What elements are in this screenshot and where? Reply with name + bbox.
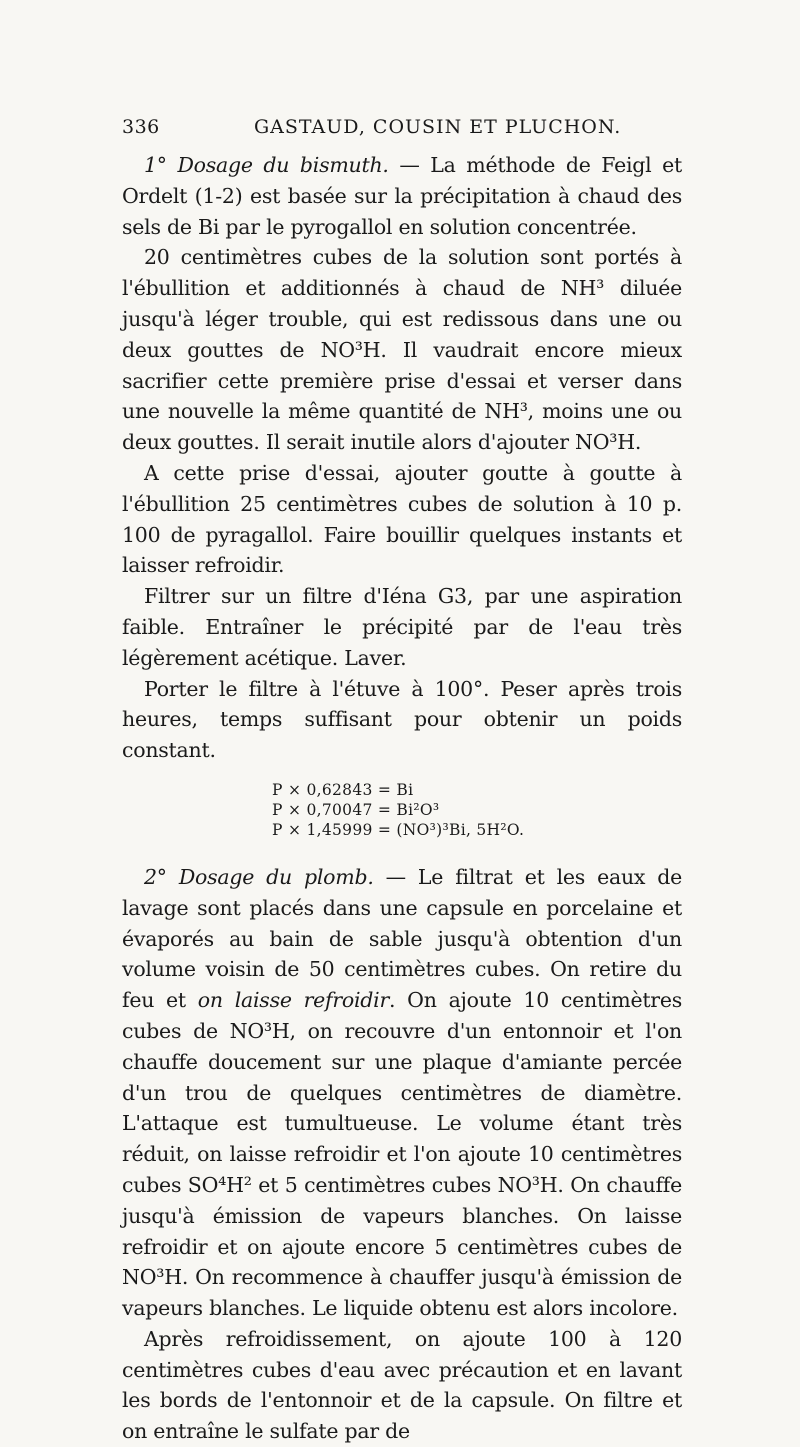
paragraph-text: — Le filtrat et les eaux de lavage sont placés dans une capsule en porcelaine et évaporés au bain de sable jusqu'à obtention d'un volume voisin de 50 centimètres cubes. On retire du feu et: [122, 864, 682, 1013]
formula-line: P × 0,62843 = Bi: [272, 780, 414, 799]
paragraph: 20 centimètres cubes de la solution sont portés à l'ébullition et additionnés à chaud de NH³ diluée jusqu'à léger trouble, qui est redissous dans une ou deux gouttes de NO³H. Il vaudrait encore mieux sacrifier cette première prise d'essai et verser dans une nouvelle la même quantité de NH³, moins une ou deux gouttes. Il serait inutile alors d'ajouter NO³H.: [122, 245, 682, 455]
paragraph-text: . On ajoute 10 centimètres cubes de NO³H, on recouvre d'un entonnoir et l'on chauffe doucement sur une plaque d'amiante percée d'un trou de quelques centimètres de diamètre. L'attaque est tumultueuse. Le volume étant très réduit, on laisse refroidir et l'on ajoute 10 centimètres cubes SO⁴H² et 5 centimètres cubes NO³H. On chauffe jusqu'à émission de vapeurs blanches. On laisse refroidir et on ajoute encore 5 centimètres cubes de NO³H. On recommence à chauffer jusqu'à émission de vapeurs blanches. Le liquide obtenu est alors incolore.: [122, 988, 683, 1321]
section-heading-bismuth: 1° Dosage du bismuth.: [144, 153, 389, 177]
paragraph: Porter le filtre à l'étuve à 100°. Peser après trois heures, temps suffisant pour obtenir un poids constant.: [122, 676, 682, 763]
formula-block: [272, 780, 682, 840]
emphasis-text: on laisse refroidir: [197, 988, 390, 1013]
paragraph: [122, 150, 682, 242]
paragraph-text: — La méthode de Feigl et Ordelt (1-2) est basée sur la précipitation à chaud des sels de Bi par le pyrogallol en solution concentrée.: [122, 153, 682, 239]
section-heading-plomb: 2° Dosage du plomb.: [144, 864, 374, 889]
formula-line: P × 0,70047 = Bi²O³: [272, 800, 440, 819]
page-number: 336: [122, 116, 160, 138]
paragraph: Après refroidissement, on ajoute 100 à 120 centimètres cubes d'eau avec précaution et en lavant les bords de l'entonnoir et de la capsule. On filtre et on entraîne le sulfate par de: [122, 1326, 682, 1444]
page-header: [122, 116, 682, 146]
paragraph: A cette prise d'essai, ajouter goutte à goutte à l'ébullition 25 centimètres cubes de solution à 10 p. 100 de pyragallol. Faire bouillir quelques instants et laisser refroidir.: [122, 460, 682, 578]
paragraph: [122, 862, 682, 1324]
formula-line: P × 1,45999 = (NO³)³Bi, 5H²O.: [272, 820, 525, 839]
body-text: [122, 150, 682, 1447]
running-title: GASTAUD, COUSIN ET PLUCHON.: [254, 116, 622, 138]
paragraph: Filtrer sur un filtre d'Iéna G3, par une aspiration faible. Entraîner le précipité par de l'eau très légèrement acétique. Laver.: [122, 584, 682, 670]
